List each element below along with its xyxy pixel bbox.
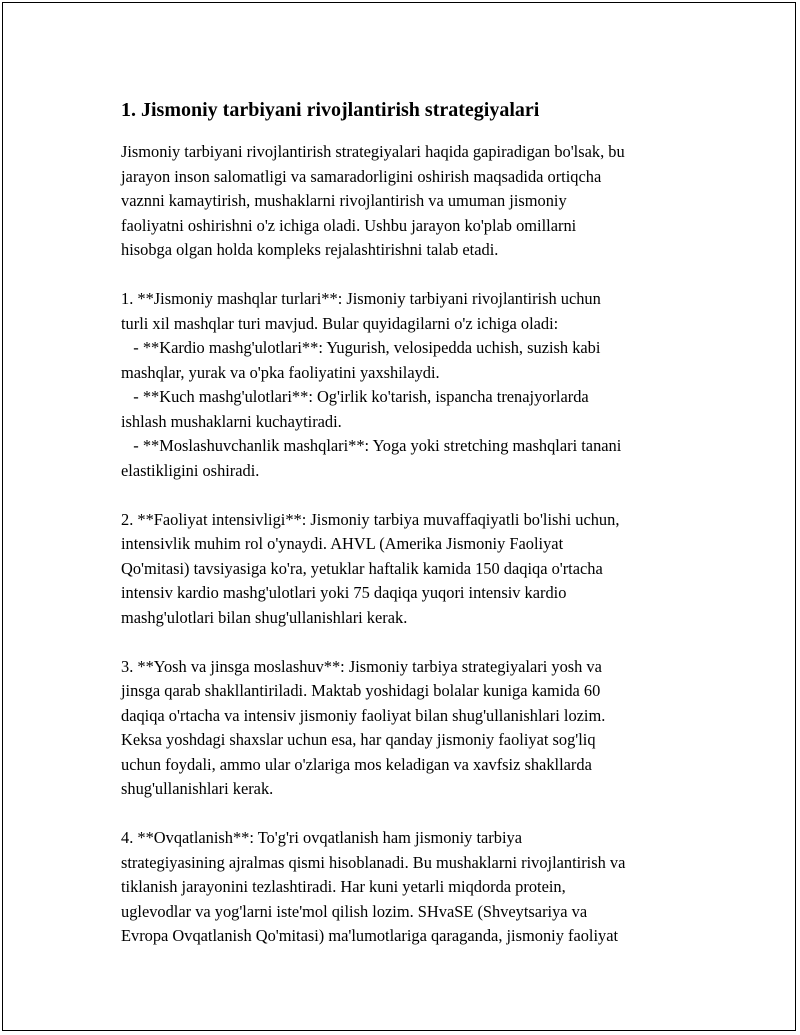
text-line: Keksa yoshdagi shaxslar uchun esa, har qanday jismoniy faoliyat sog'liq [121,730,596,749]
paragraph-spacer [121,263,696,288]
text-line: Qo'mitasi) tavsiyasiga ko'ra, yetuklar haftalik kamida 150 daqiqa o'rtacha [121,558,603,578]
paragraph-spacer [121,802,696,827]
paragraph-spacer [121,483,696,508]
document-title: 1. Jismoniy tarbiyani rivojlantirish strategiyalari [121,99,540,121]
text-line: jarayon inson salomatligi va samaradorligini oshirish maqsadida ortiqcha [121,166,602,186]
text-line: shug'ullanishlari kerak. [121,779,274,798]
text-line: jinsga qarab shakllantiriladi. Maktab yoshidagi bolalar kuniga kamida 60 [121,681,601,700]
text-line: 1. **Jismoniy mashqlar turlari**: Jismoniy tarbiyani rivojlantirish uchun [121,289,601,308]
document-page [2,2,796,1031]
paragraph-spacer [121,630,696,655]
text-line: turli xil mashqlar turi mavjud. Bular quyidagilarni o'z ichiga oladi: [121,313,559,333]
text-line: intensiv kardio mashg'ulotlari yoki 75 daqiqa yuqori intensiv kardio [121,583,567,602]
text-line: - **Kuch mashg'ulotlari**: Og'irlik ko'tarish, ispancha trenajyorlarda [121,387,589,406]
text-line: ishlash mushaklarni kuchaytiradi. [121,411,342,431]
text-line: tiklanish jarayonini tezlashtiradi. Har kuni yetarli miqdorda protein, [121,877,566,896]
text-line: 2. **Faoliyat intensivligi**: Jismoniy tarbiya muvaffaqiyatli bo'lishi uchun, [121,509,620,529]
text-line: - **Moslashuvchanlik mashqlari**: Yoga yoki stretching mashqlari tanani [121,436,622,455]
text-line: 4. **Ovqatlanish**: To'g'ri ovqatlanish ham jismoniy tarbiya [121,828,522,847]
text-line: intensivlik muhim rol o'ynaydi. AHVL (Amerika Jismoniy Faoliyat [121,534,564,553]
text-line: uchun foydali, ammo ular o'zlariga mos keladigan va xavfsiz shakllarda [121,754,592,774]
text-line: vaznni kamaytirish, mushaklarni rivojlantirish va umuman jismoniy [121,191,567,210]
text-line: elastikligini oshiradi. [121,460,260,480]
text-line: 3. **Yosh va jinsga moslashuv**: Jismoniy tarbiya strategiyalari yosh va [121,656,602,676]
text-line: Evropa Ovqatlanish Qo'mitasi) ma'lumotlariga qaraganda, jismoniy faoliyat [121,926,619,945]
text-line: Jismoniy tarbiyani rivojlantirish strategiyalari haqida gapiradigan bo'lsak, bu [121,142,625,161]
document-body [121,140,696,949]
text-line: mashqlar, yurak va o'pka faoliyatini yaxshilaydi. [121,362,440,382]
text-line: faoliyatni oshirishni o'z ichiga oladi. Ushbu jarayon ko'plab omillarni [121,215,577,235]
text-line: hisobga olgan holda kompleks rejalashtirishni talab etadi. [121,240,499,259]
text-line: strategiyasining ajralmas qismi hisoblanadi. Bu mushaklarni rivojlantirish va [121,852,626,872]
text-line: - **Kardio mashg'ulotlari**: Yugurish, velosipedda uchish, suzish kabi [121,338,601,357]
document-content [121,96,696,949]
text-line: mashg'ulotlari bilan shug'ullanishlari kerak. [121,607,408,627]
text-line: uglevodlar va yog'larni iste'mol qilish lozim. SHvaSE (Shveytsariya va [121,901,588,921]
text-line: daqiqa o'rtacha va intensiv jismoniy faoliyat bilan shug'ullanishlari lozim. [121,705,606,725]
